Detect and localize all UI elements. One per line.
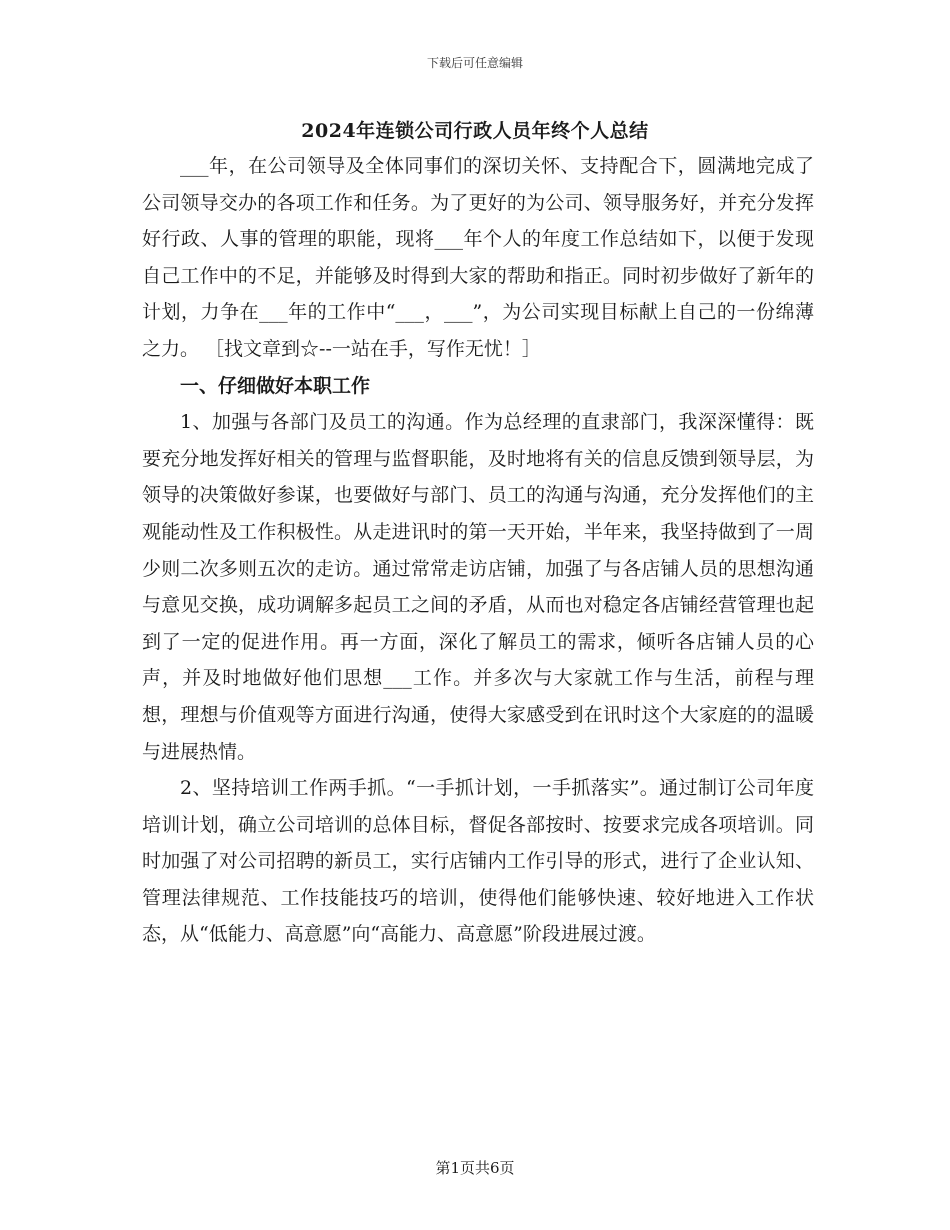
page-number: 第1页共6页 bbox=[435, 1159, 515, 1177]
body-paragraph-communication: 1、加强与各部门及员工的沟通。作为总经理的直隶部门，我深深懂得：既要充分地发挥好相关的管理与监督职能，及时地将有关的信息反馈到领导层，为领导的决策做好参谋，也要做好与部门、员工的沟通与沟通，充分发挥他们的主观能动性及工作积极性。从走进讯时的第一天开始，半年来，我坚持做到了一周少则二次多则五次的走访。通过常常走访店铺，加强了与各店铺人员的思想沟通与意见交换，成功调解多起员工之间的矛盾，从而也对稳定各店铺经营管理也起到了一定的促进作用。再一方面，深化了解员工的需求，倾听各店铺人员的心声，并及时地做好他们思想___工作。并多次与大家就工作与生活，前程与理想，理想与价值观等方面进行沟通，使得大家感受到在讯时这个大家庭的的温暖与进展热情。 bbox=[142, 411, 814, 763]
intro-paragraph: ___年，在公司领导及全体同事们的深切关怀、支持配合下，圆满地完成了公司领导交办的各项工作和任务。为了更好的为公司、领导服务好，并充分发挥好行政、人事的管理的职能，现将___年个人的年度工作总结如下，以便于发现自己工作中的不足，并能够及时得到大家的帮助和指正。同时初步做好了新年的计划，力争在___年的工作中“___，___”，为公司实现目标献上自己的一份绵薄之力。 ［找文章到☆--一站在手，写作无忧！］ bbox=[142, 155, 814, 360]
body-paragraph-training: 2、坚持培训工作两手抓。“一手抓计划，一手抓落实”。通过制订公司年度培训计划，确立公司培训的总体目标，督促各部按时、按要求完成各项培训。同时加强了对公司招聘的新员工，实行店铺内工作引导的形式，进行了企业认知、管理法律规范、工作技能技巧的培训，使得他们能够快速、较好地进入工作状态，从“低能力、高意愿”向“高能力、高意愿”阶段进展过渡。 bbox=[142, 777, 814, 946]
document-body bbox=[142, 148, 814, 953]
header-note: 下载后可任意编辑 bbox=[426, 56, 523, 70]
section-heading: 一、仔细做好本职工作 bbox=[180, 374, 371, 397]
document-title: 2024年连锁公司行政人员年终个人总结 bbox=[301, 120, 649, 142]
